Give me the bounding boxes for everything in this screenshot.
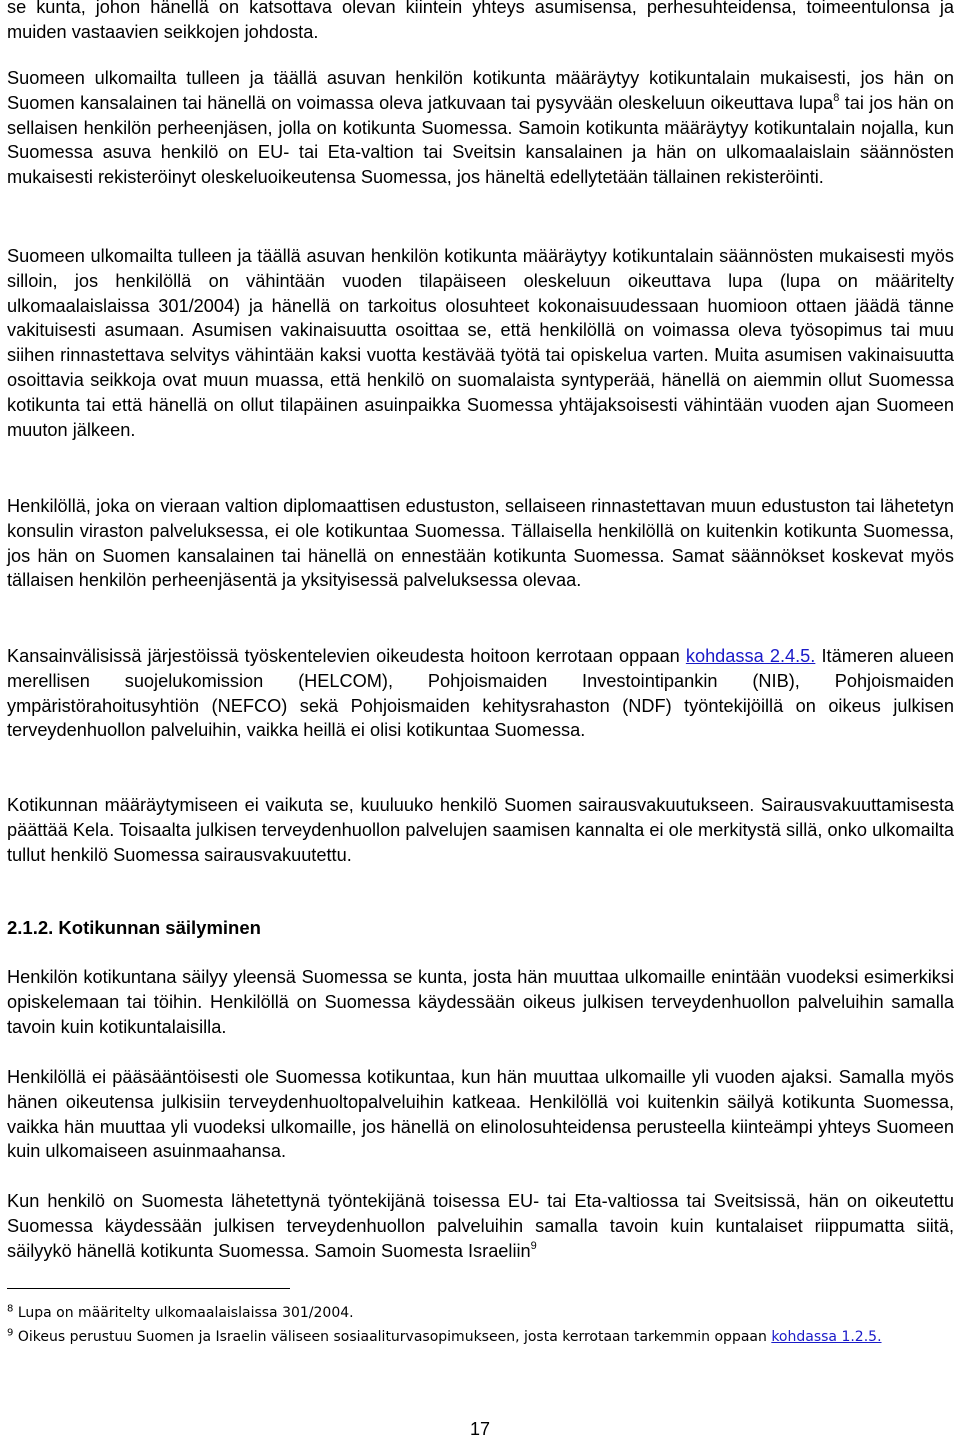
- footnote-number: 9: [7, 1327, 14, 1339]
- footnote-text: Lupa on määritelty ulkomaalaislaissa 301/2004.: [13, 1305, 354, 1321]
- paragraph-yli-vuoden: [7, 1065, 954, 1164]
- paragraph-diplomaatit: [7, 494, 954, 593]
- page-number: 17: [469, 1419, 491, 1439]
- footnote-divider: [7, 1288, 290, 1289]
- paragraph-text: Henkilöllä, joka on vieraan valtion diplomaattisen edustuston, sellaiseen rinnastettavan muun edustuston tai lähetetyn konsulin viraston palveluksessa, ei ole kotikuntaa Suomessa. Tällaisella henkilöllä on kuitenkin kotikunta Suomessa, jos hän on Suomen kansalainen tai hänellä on ennestään kotikunta Suomessa. Samat säännökset koskevat myös tällaisen henkilön perheenjäsentä ja yksityisessä palveluksessa olevaa.: [7, 496, 954, 591]
- paragraph-text: Suomeen ulkomailta tulleen ja täällä asuvan henkilön kotikunta määräytyy kotikuntalain säännösten mukaisesti myös silloin, jos henkilöllä on vähintään vuoden tilapäiseen oleskeluun oikeuttava lupa (lupa on määritelty ulkomaalaislaissa 301/2004) ja hänellä on tarkoitus olosuhteet kokonaisuudessaan huomioon ottaen jäädä tänne vakituisesti asumaan. Asumisen vakinaisuutta osoittaa se, että henkilöllä on voimassa oleva työsopimus tai muu siihen rinnastettava selvitys vähintään kaksi vuotta kestävää työtä tai opiskelua varten. Muita asumisen vakinaisuutta osoittavia seikkoja ovat muun muassa, että henkilö on suomalaista syntyperää, hänellä on aiemmin ollut Suomessa kotikunta tai että hänellä on ollut tilapäinen asuinpaikka Suomessa yhtäjaksoisesti vähintään vuoden ajan Suomeen muuton jälkeen.: [7, 246, 954, 440]
- footnote-text: Oikeus perustuu Suomen ja Israelin väliseen sosiaaliturvasopimukseen, josta kerrotaan tarkemmin oppaan: [13, 1329, 772, 1345]
- paragraph-kansainvaliset-jarjestot: [7, 644, 954, 743]
- footnote-ref-9[interactable]: 9: [530, 1239, 537, 1252]
- paragraph-text: Kansainvälisissä järjestöissä työskentelevien oikeudesta hoitoon kerrotaan oppaan: [7, 646, 686, 666]
- paragraph-text: Suomeen ulkomailta tulleen ja täällä asuvan henkilön kotikunta määräytyy kotikuntalain mukaisesti, jos hän on Suomen kansalainen tai hänellä on voimassa oleva jatkuvaan tai pysyvään oleskeluun oikeuttava lupa: [7, 68, 954, 113]
- paragraph-text: Henkilöllä ei pääsääntöisesti ole Suomessa kotikuntaa, kun hän muuttaa ulkomaille yli vuoden ajaksi. Samalla myös hänen oikeutensa julkisiin terveydenhuoltopalveluihin katkeaa. Henkilöllä voi kuitenkin säilyä kotikunta Suomessa, vaikka hän muuttaa yli vuodeksi ulkomaille, jos hänellä on elinolosuhteidensa perusteella kiinteämpi yhteys Suomeen kuin ulkomaiseen asuinmaahansa.: [7, 1067, 954, 1162]
- paragraph-text: Itämeren alueen merellisen suojelukomission (HELCOM), Pohjoismaiden Investointipankin (NIB), Pohjoismaiden ympäristörahoitusyhtiön (NEFCO) sekä Pohjoismaiden kehitysrahaston (NDF) työntekijöillä on oikeus julkisen terveydenhuollon palveluihin, vaikka heillä ei olisi kotikuntaa Suomessa.: [7, 646, 955, 741]
- paragraph-kotikunta-ulkomailta: [7, 66, 954, 190]
- footnote-9: [7, 1326, 954, 1349]
- paragraph-kotikunta-sailyy: [7, 965, 954, 1039]
- link-kohdassa-1-2-5[interactable]: kohdassa 1.2.5.: [771, 1329, 882, 1345]
- paragraph-kotikunta-definition: [7, 0, 954, 45]
- paragraph-text: Kotikunnan määräytymiseen ei vaikuta se, kuuluuko henkilö Suomen sairausvakuutukseen. Sairausvakuuttamisesta päättää Kela. Toisaalta julkisen terveydenhuollon palvelujen saamisen kannalta ei ole merkitystä sillä, onko ulkomailta tullut henkilö Suomessa sairausvakuutettu.: [7, 795, 954, 865]
- paragraph-text: Henkilön kotikuntana säilyy yleensä Suomessa se kunta, josta hän muuttaa ulkomaille enintään vuodeksi esimerkiksi opiskelemaan tai töihin. Henkilöllä on Suomessa käydessään oikeus julkisen terveydenhuollon palveluihin samalla tavoin kuin kotikuntalaisilla.: [7, 967, 954, 1037]
- paragraph-tilapainen-oleskelu: [7, 244, 954, 442]
- footnote-ref-8[interactable]: 8: [833, 91, 840, 104]
- footnote-number: 8: [7, 1303, 14, 1315]
- paragraph-text: se kunta, johon hänellä on katsottava olevan kiintein yhteys asumisensa, perhesuhteidensa, toimeentulonsa ja muiden vastaavien seikkojen johdosta.: [7, 0, 954, 42]
- footnote-8: [7, 1302, 954, 1325]
- paragraph-text: tai jos hän on sellaisen henkilön perheenjäsen, jolla on kotikunta Suomessa. Samoin kotikunta määräytyy kotikuntalain nojalla, kun Suomessa asuva henkilö on EU- tai Eta-valtion tai Sveitsin kansalainen ja hän on ulkomaalaislain säännösten mukaisesti rekisteröinyt oleskeluoikeutensa Suomessa, jos häneltä edellytetään tällainen rekisteröinti.: [7, 92, 954, 188]
- paragraph-sairausvakuutus: [7, 793, 954, 867]
- paragraph-text: Kun henkilö on Suomesta lähetettynä työntekijänä toisessa EU- tai Eta-valtiossa tai Sveitsissä, hän on oikeutettu Suomessa käydessään julkisen terveydenhuollon palveluihin samalla tavoin kuin kuntalaiset riippumatta siitä, säilyykö hänellä kotikunta Suomessa. Samoin Suomesta Israeliin: [7, 1191, 954, 1261]
- paragraph-lahetetty-tyontekija: [7, 1189, 954, 1263]
- section-heading: 2.1.2. Kotikunnan säilyminen: [7, 917, 261, 938]
- link-kohdassa-2-4-5[interactable]: kohdassa 2.4.5.: [685, 646, 816, 666]
